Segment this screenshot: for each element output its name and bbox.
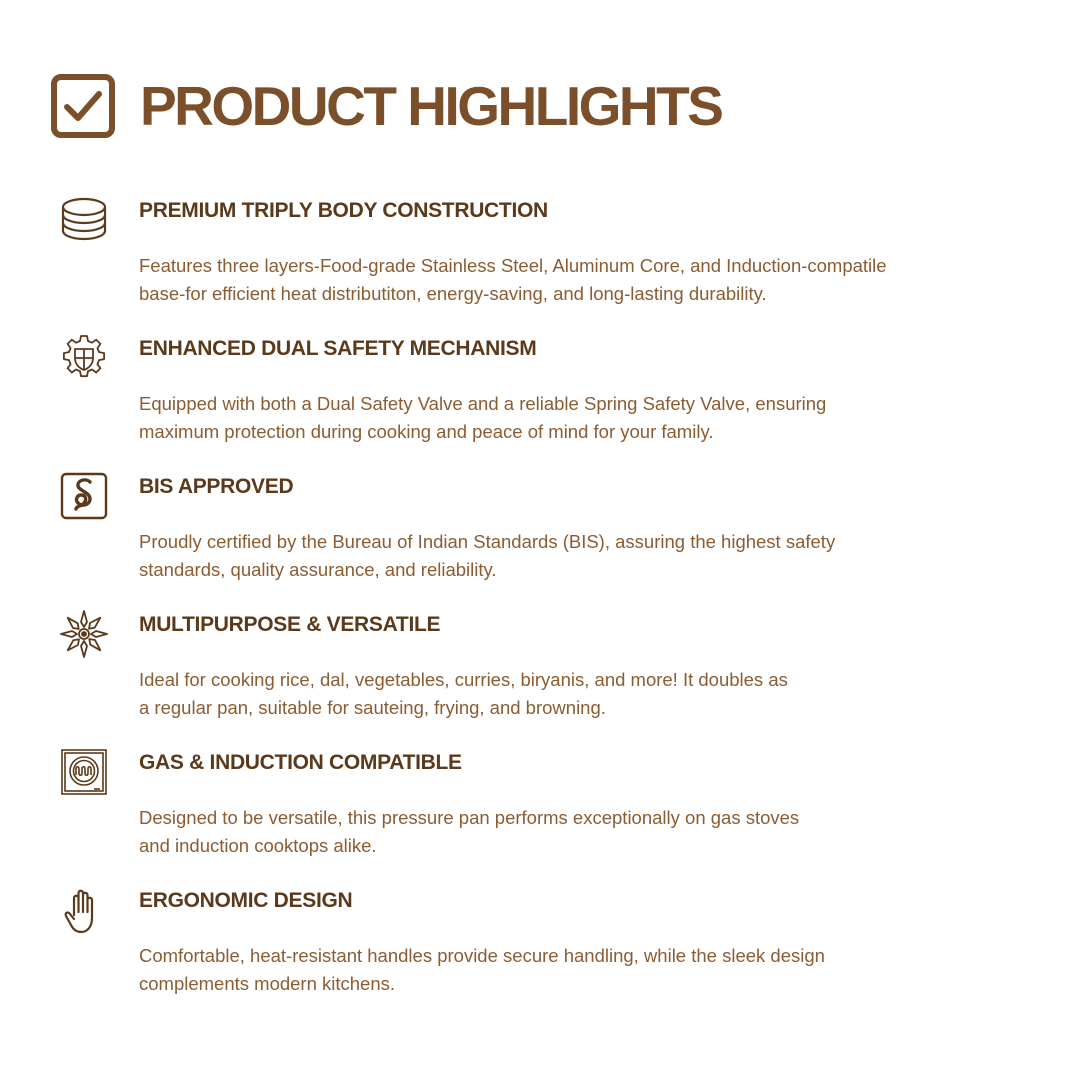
multipurpose-burst-icon [59,609,109,659]
feature-item-induction [0,749,1081,879]
feature-title: PREMIUM TRIPLY BODY CONSTRUCTION [139,199,548,222]
safety-gear-shield-icon [59,333,109,383]
feature-description-line: standards, quality assurance, and reliability. [139,558,497,580]
feature-item-multipurpose [0,611,1081,741]
feature-description [139,804,1069,859]
feature-description [139,252,1069,307]
feature-description-line: Proudly certified by the Bureau of Indian Standards (BIS), assuring the highest safety [139,531,836,552]
feature-description-line: a regular pan, suitable for sauteing, frying, and browning. [139,696,606,718]
feature-title: MULTIPURPOSE & VERSATILE [139,613,441,636]
feature-item-ergonomic [0,887,1081,1017]
induction-coil-icon [59,747,109,797]
feature-description [139,666,1069,721]
feature-description-line: Ideal for cooking rice, dal, vegetables, curries, biryanis, and more! It doubles as [139,669,788,690]
feature-item-triply [0,197,1081,327]
layers-stack-icon [59,195,109,245]
feature-description [139,942,1069,997]
feature-title: ERGONOMIC DESIGN [139,889,353,912]
hand-icon [59,885,109,935]
feature-description [139,390,1069,445]
feature-description-line: Equipped with both a Dual Safety Valve and a reliable Spring Safety Valve, ensuring [139,393,827,414]
checkbox-check-icon [50,73,116,139]
feature-description-line: Designed to be versatile, this pressure pan performs exceptionally on gas stoves [139,807,800,828]
feature-description-line: and induction cooktops alike. [139,834,377,856]
feature-item-bis [0,473,1081,603]
feature-item-safety [0,335,1081,465]
feature-description-line: maximum protection during cooking and peace of mind for your family. [139,420,714,442]
feature-description-line: Comfortable, heat-resistant handles provide secure handling, while the sleek design [139,945,825,966]
feature-description-line: base-for efficient heat distributiton, energy-saving, and long-lasting durability. [139,282,767,304]
feature-title: ENHANCED DUAL SAFETY MECHANISM [139,337,537,360]
page-title: PRODUCT HIGHLIGHTS [140,75,722,137]
bis-mark-icon [59,471,109,521]
feature-title: GAS & INDUCTION COMPATIBLE [139,751,462,774]
feature-title: BIS APPROVED [139,475,294,498]
feature-description-line: Features three layers-Food-grade Stainless Steel, Aluminum Core, and Induction-compatile [139,255,887,276]
feature-description [139,528,1069,583]
header [50,72,721,140]
feature-description-line: complements modern kitchens. [139,972,396,994]
